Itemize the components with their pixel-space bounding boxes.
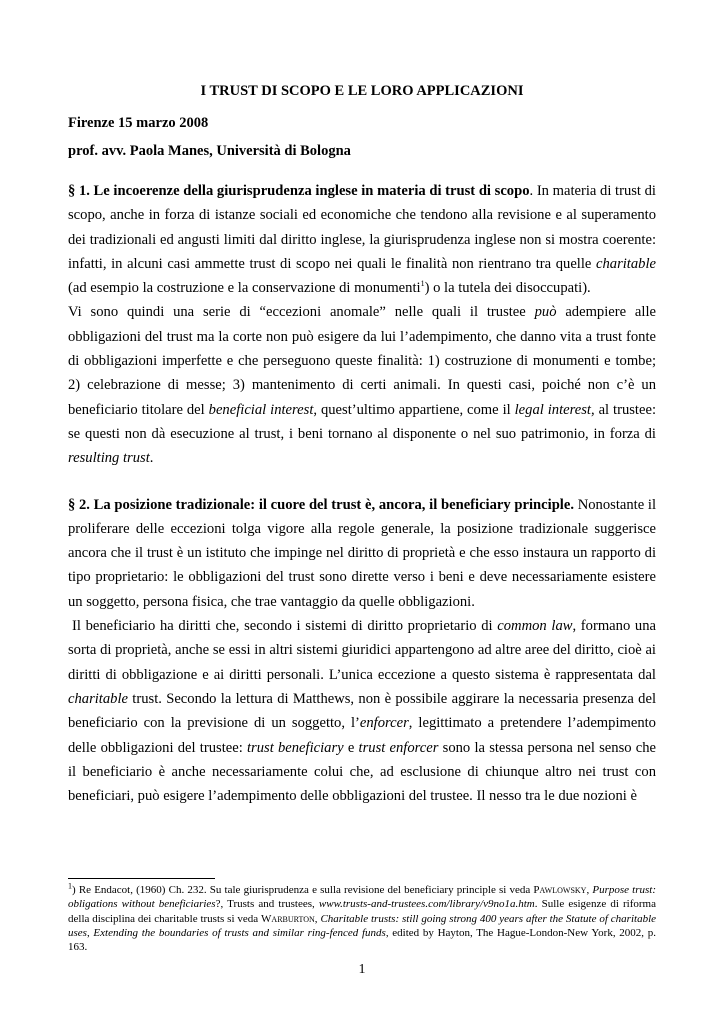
footnote-number: 1 — [68, 881, 72, 891]
footnote-url[interactable]: www.trusts-and-trustees.com/library/v9no1a.htm — [318, 898, 535, 911]
section2-paragraph2: Il beneficiario ha diritti che, secondo i sistemi di diritto proprietario di common law, formano una sorta di proprietà, anche se essi in altri sistemi giuridici appartengono ad altre aree del diritto, cioè ai diritti di obbligazione e ai diritti personali. L’unica eccezione a questo sistema è rappresentata dal charitable trust. Secondo la lettura di Matthews, non è possibile aggirare la necessaria presenza del beneficiario con la previsione di un soggetto, l’enforcer, legittimato a pretendere l’adempimento delle obbligazioni del trustee: trust beneficiary e trust enforcer sono la stessa persona nel senso che il beneficiario è anche necessariamente colui che, ad esclusione di chiunque altro nei trust con beneficiari, può esigere l’adempimento delle obbligazioni del trustee. Il nesso tra le due nozioni è — [68, 618, 657, 805]
page-number: 1 — [358, 962, 366, 977]
author-line: prof. avv. Paola Manes, Università di Bologna — [68, 143, 351, 159]
place-date: Firenze 15 marzo 2008 — [68, 115, 209, 131]
section1-heading: § 1. Le incoerenze della giurisprudenza inglese in materia di trust di scopo — [68, 183, 530, 199]
footnote: $^1$) Re Endacot, (1960) Ch. 232. Su tale giurisprudenza e sulla revisione del beneficiary principle si veda Pawlowsky, Purpose trust: obligations without beneficiaries?, Trusts and trustees, www.trusts-and-trustees.com/library/v9no1a.htm. Sulle esigenze di riforma della disciplina dei charitable trusts si veda Warburton, Charitable trusts: still going strong 400 years after the Statute of charitable uses, Extending the boundaries of trusts and similar ring-fenced funds, edited by Hayton, The Hague-London-New York, 2002, p. 163. — [68, 881, 657, 954]
section1-paragraph1: § 1. Le incoerenze della giurisprudenza inglese in materia di trust di scopo. In materia di trust di scopo, anche in forza di istanze sociali ed economiche che tendono alla revisione e al superamento dei tradizionali ed angusti limiti dal diritto inglese, la giurisprudenza inglese non si mostra coerente: infatti, in alcuni casi ammette trust di scopo nei quali le finalità non rientrano tra quelle charitable (ad esempio la costruzione e la conservazione di monumenti$^1$) o la tutela dei disoccupati). — [68, 183, 656, 297]
section-gap — [68, 471, 656, 493]
document-page — [68, 82, 656, 808]
section1-paragraph2: Vi sono quindi una serie di “eccezioni anomale” nelle quali il trustee può adempiere alle obbligazioni del trust ma la corte non può esigere da lui l’adempimento, che danno vita a trust fonte di obbligazioni imperfette e che perseguono queste finalità: 1) costruzione di monumenti e tombe; 2) celebrazione di messe; 3) mantenimento di certi animali. In questi casi, poiché non c’è un beneficiario titolare del beneficial interest, quest’ultimo appartiene, come il legal interest, al trustee: se questi non dà esecuzione al trust, i beni tornano al disponente o nel suo patrimonio, in forza di resulting trust. — [68, 304, 656, 467]
section2-paragraph1: § 2. La posizione tradizionale: il cuore del trust è, ancora, il beneficiary principle. Nonostante il proliferare delle eccezioni tolga vigore alla regole generale, la posizione tradizionale suggerisce ancora che il trust è un istituto che impinge nel diritto di proprietà e che esso instaura un rapporto di tipo proprietario: le obbligazioni del trust sono dirette verso i beni e deve necessariamente esistere un soggetto, persona fisica, che trae vantaggio da quelle obbligazioni. — [68, 496, 656, 610]
document-title: I TRUST DI SCOPO E LE LORO APPLICAZIONI — [200, 83, 524, 99]
footnote-separator — [68, 878, 215, 879]
section2-heading: § 2. La posizione tradizionale: il cuore del trust è, ancora, il beneficiary principle. — [68, 496, 574, 513]
footnote-ref[interactable]: 1 — [420, 279, 425, 289]
